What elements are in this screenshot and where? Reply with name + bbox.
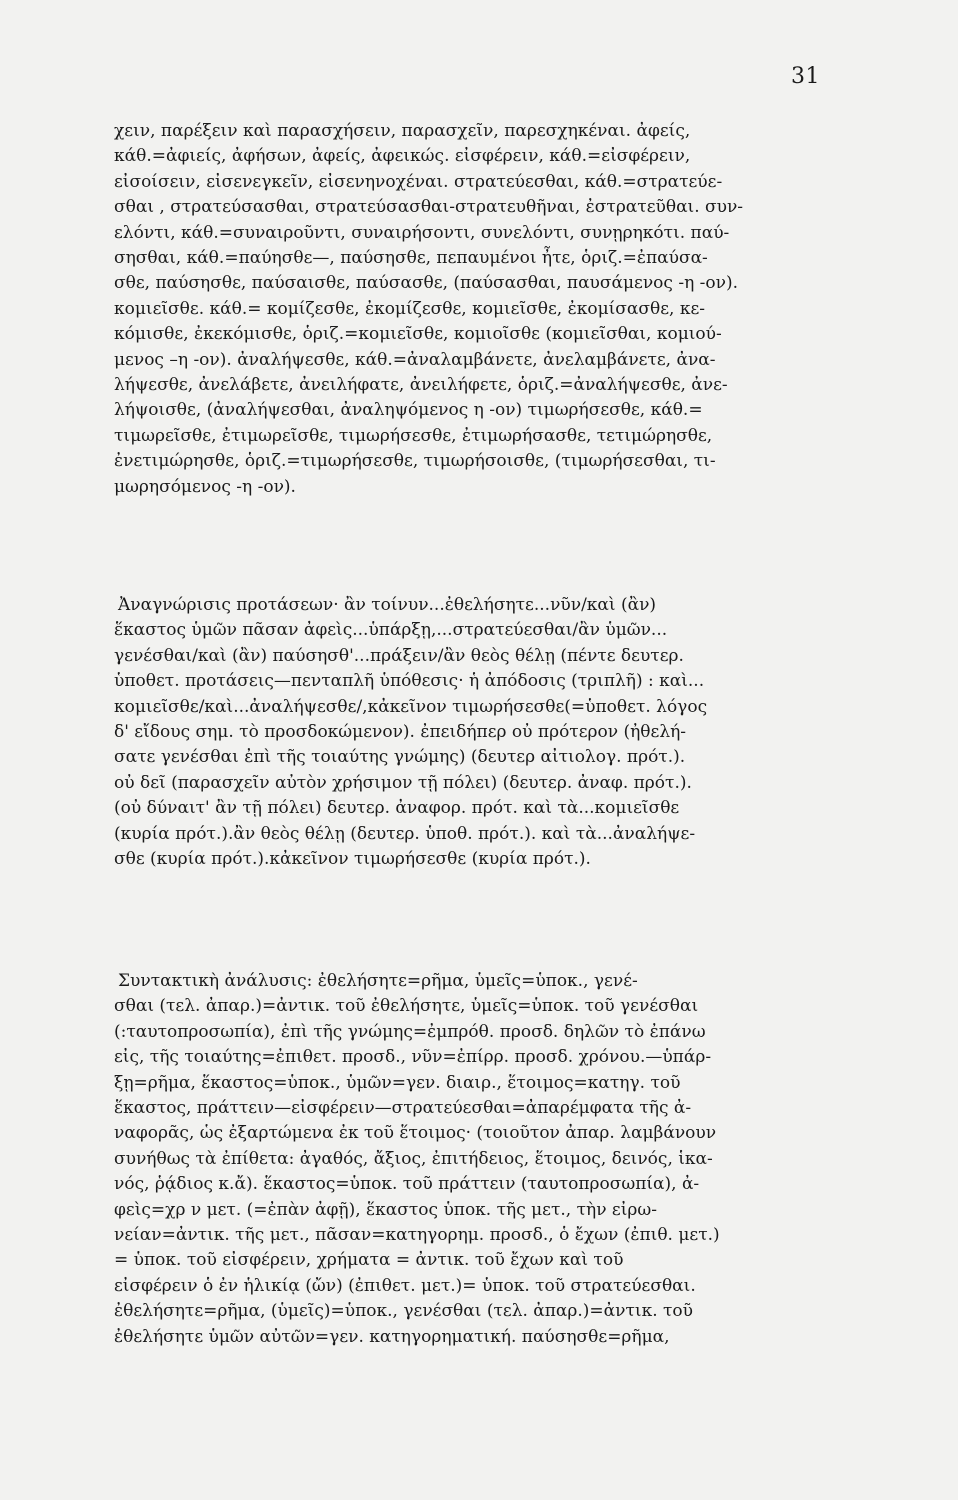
- text-line: ἐθελήσητε=ρῆμα, (ὑμεῖς)=ὑποκ., γενέσθαι (τελ. ἀπαρ.)=ἀντικ. τοῦ: [114, 1301, 693, 1322]
- text-line: δ' εἴδους σημ. τὸ προσδοκώμενον). ἐπειδήπερ οὐ πρότερον (ἠθελή-: [114, 722, 687, 743]
- text-line: ἕκαστος ὑμῶν πᾶσαν ἀφεὶς...ὑπάρξῃ,...στρατεύεσθαι/ἂν ὑμῶν...: [114, 620, 668, 641]
- text-line: γενέσθαι/καὶ (ἂν) παύσησθ'...πράξειν/ἂν θεὸς θέλῃ (πέντε δευτερ.: [114, 645, 684, 666]
- text-line: εἰσφέρειν ὁ ἐν ἡλικίᾳ (ὤν) (ἐπιθετ. μετ.)= ὑποκ. τοῦ στρατεύεσθαι.: [114, 1275, 696, 1296]
- text-line: ἕκαστος, πράττειν—εἰσφέρειν—στρατεύεσθαι=ἀπαρέμφατα τῆς ἀ-: [114, 1098, 692, 1119]
- text-line: μενος –η -ον). ἀναλήψεσθε, κάθ.=ἀναλαμβάνετε, ἀνελαμβάνετε, ἀνα-: [114, 349, 716, 370]
- text-line: Ἀναγνώρισις προτάσεων· ἂν τοίνυν...ἐθελήσητε...νῦν/καὶ (ἂν): [118, 595, 657, 615]
- text-line: λήψοισθε, (ἀναλήψεσθαι, ἀναληψόμενος η -ον) τιμωρήσεσθε, κάθ.=: [114, 400, 703, 421]
- text-line: ἐθελήσητε ὑμῶν αὐτῶν=γεν. κατηγορηματική. παύσησθε=ρῆμα,: [114, 1326, 670, 1347]
- text-line: οὐ δεῖ (παρασχεῖν αὐτὸν χρήσιμον τῇ πόλει) (δευτερ. ἀναφ. πρότ.).: [114, 772, 692, 793]
- text-line: εἰς, τῆς τοιαύτης=ἐπιθετ. προσδ., νῦν=ἐπίρρ. προσδ. χρόνου.—ὑπάρ-: [114, 1047, 712, 1068]
- text-line: ξῃ=ρῆμα, ἕκαστος=ὑποκ., ὑμῶν=γεν. διαιρ., ἕτοιμος=κατηγ. τοῦ: [114, 1072, 681, 1093]
- text-line: λήψεσθε, ἀνελάβετε, ἀνειλήφατε, ἀνειλήφετε, ὁριζ.=ἀναλήψεσθε, ἀνε-: [114, 375, 728, 396]
- text-line: κομιεῖσθε/καὶ...ἀναλήψεσθε/,κἀκεῖνον τιμωρήσεσθε(=ὑποθετ. λόγος: [114, 696, 708, 717]
- text-line: σατε γενέσθαι ἐπὶ τῆς τοιαύτης γνώμης) (δευτερ αἰτιολογ. πρότ.).: [114, 747, 686, 768]
- text-line: σθε (κυρία πρότ.).κἀκεῖνον τιμωρήσεσθε (κυρία πρότ.).: [114, 849, 591, 870]
- text-line: ὑποθετ. προτάσεις—πενταπλῆ ὑπόθεσις· ἡ ἀπόδοσις (τριπλῆ) : καὶ...: [114, 671, 705, 692]
- text-line: νείαν=ἀντικ. τῆς μετ., πᾶσαν=κατηγορημ. προσδ., ὁ ἔχων (ἐπιθ. μετ.): [114, 1225, 720, 1246]
- paragraph-clause-recognition: [114, 593, 840, 872]
- text-line: (οὐ δύναιτ' ἂν τῇ πόλει) δευτερ. ἀναφορ. πρότ. καὶ τὰ...κομιεῖσθε: [114, 798, 680, 819]
- text-line: συνήθως τὰ ἐπίθετα: ἀγαθός, ἄξιος, ἐπιτήδειος, ἕτοιμος, δεινός, ἱκα-: [114, 1148, 713, 1169]
- text-line: Συντακτικὴ ἀνάλυσις: ἐθελήσητε=ρῆμα, ὑμεῖς=ὑποκ., γενέ-: [118, 971, 638, 991]
- page-number: 31: [791, 64, 820, 89]
- text-line: μωρησόμενος -η -ον).: [114, 476, 296, 497]
- text-line: (:ταυτοπροσωπία), ἐπὶ τῆς γνώμης=ἐμπρόθ. προσδ. δηλῶν τὸ ἐπάνω: [114, 1021, 706, 1042]
- text-line: φεὶς=χρ ν μετ. (=ἐπὰν ἀφῇ), ἕκαστος ὑποκ. τῆς μετ., τὴν εἰρω-: [114, 1199, 658, 1220]
- paragraph-verb-forms: [114, 119, 840, 500]
- text-line: ναφορᾶς, ὡς ἐξαρτώμενα ἐκ τοῦ ἕτοιμος· (τοιοῦτον ἀπαρ. λαμβάνουν: [114, 1123, 717, 1144]
- text-line: κόμισθε, ἐκεκόμισθε, ὁριζ.=κομιεῖσθε, κομιοῖσθε (κομιεῖσθαι, κομιού-: [114, 324, 722, 345]
- text-line: (κυρία πρότ.).ἂν θεὸς θέλῃ (δευτερ. ὑποθ. πρότ.). καὶ τὰ...ἀναλήψε-: [114, 823, 696, 844]
- paragraph-syntactic-analysis: [114, 969, 840, 1350]
- text-line: νός, ῥᾴδιος κ.ἄ). ἕκαστος=ὑποκ. τοῦ πράττειν (ταυτοπροσωπία), ἀ-: [114, 1174, 700, 1195]
- text-line: κάθ.=ἀφιείς, ἀφήσων, ἀφείς, ἀφεικώς. εἰσφέρειν, κάθ.=εἰσφέρειν,: [114, 146, 691, 167]
- text-line: ἐνετιμώρησθε, ὁριζ.=τιμωρήσεσθε, τιμωρήσοισθε, (τιμωρήσεσθαι, τι-: [114, 451, 716, 472]
- text-line: τιμωρεῖσθε, ἐτιμωρεῖσθε, τιμωρήσεσθε, ἐτιμωρήσασθε, τετιμώρησθε,: [114, 425, 713, 446]
- text-line: = ὑποκ. τοῦ εἰσφέρειν, χρήματα = ἀντικ. τοῦ ἔχων καὶ τοῦ: [114, 1250, 624, 1271]
- text-line: σθε, παύσησθε, παύσαισθε, παύσασθε, (παύσασθαι, παυσάμενος -η -ον).: [114, 273, 739, 294]
- text-line: σθαι (τελ. ἀπαρ.)=ἀντικ. τοῦ ἐθελήσητε, ὑμεῖς=ὑποκ. τοῦ γενέσθαι: [114, 996, 699, 1017]
- text-line: κομιεῖσθε. κάθ.= κομίζεσθε, ἐκομίζεσθε, κομιεῖσθε, ἐκομίσασθε, κε-: [114, 298, 706, 319]
- text-line: ελόντι, κάθ.=συναιροῦντι, συναιρήσοντι, συνελόντι, συνῃρηκότι. παύ-: [114, 222, 730, 243]
- text-line: σησθαι, κάθ.=παύησθε—, παύσησθε, πεπαυμένοι ἦτε, ὁριζ.=ἐπαύσα-: [114, 248, 708, 269]
- text-line: χειν, παρέξειν καὶ παρασχήσειν, παρασχεῖν, παρεσχηκέναι. ἀφείς,: [114, 121, 691, 141]
- text-line: εἰσοίσειν, εἰσενεγκεῖν, εἰσενηνοχέναι. στρατεύεσθαι, κάθ.=στρατεύε-: [114, 171, 723, 192]
- text-line: σθαι , στρατεύσασθαι, στρατεύσασθαι-στρατευθῆναι, ἐστρατεῦθαι. συν-: [114, 197, 744, 218]
